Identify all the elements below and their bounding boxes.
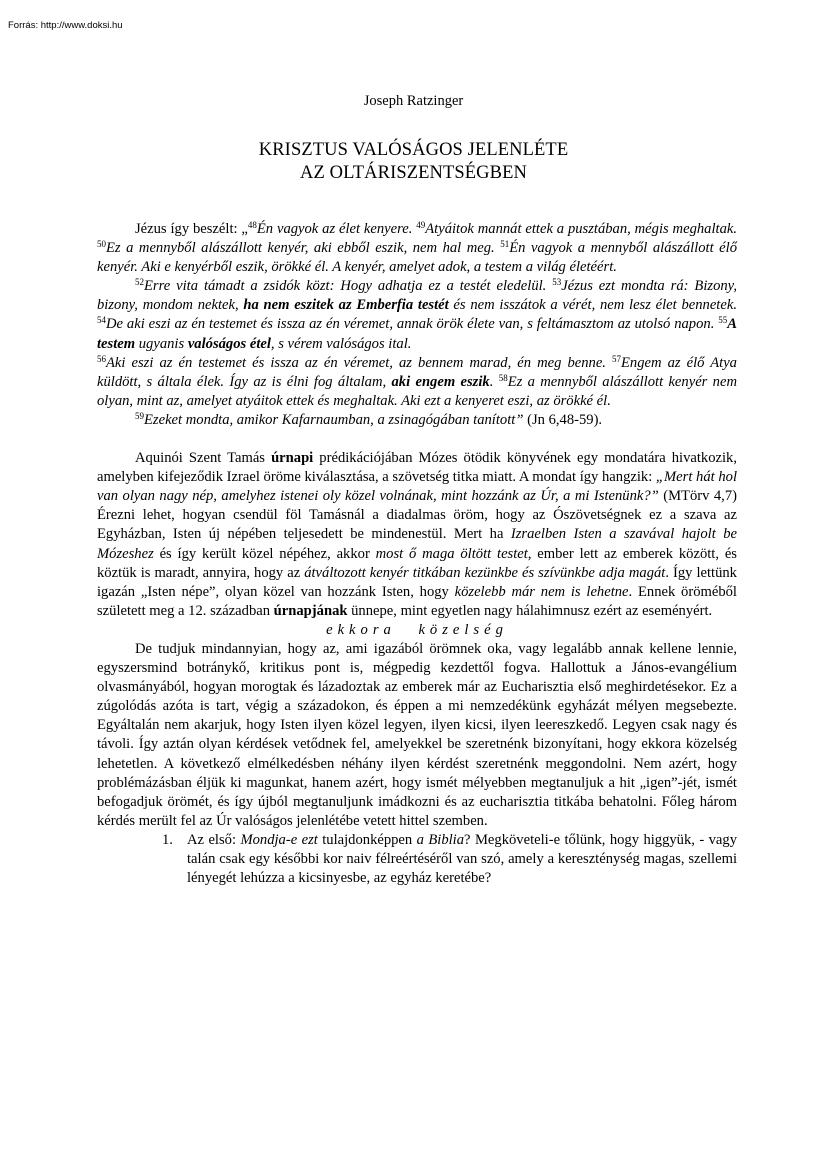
title-line-1: KRISZTUS VALÓSÁGOS JELENLÉTE [258, 140, 569, 160]
verse-text: De aki eszi az én testemet és issza az én véremet, annak örök élete van, s feltámasztom az utolsó napon. [106, 316, 719, 333]
verse-number: 58 [498, 372, 508, 383]
verse-number: 56 [97, 353, 106, 364]
verse-number: 50 [97, 239, 106, 250]
text: . Így lettünk igazán „Isten népe”, olyan közel van hozzánk Isten, hogy [97, 564, 737, 600]
text: tulajdonképpen [317, 831, 417, 848]
page-title [0, 139, 827, 185]
verse-text: és nem isszátok a vérét, nem lesz élet bennetek. [448, 297, 737, 314]
verse-number: 55 [718, 315, 728, 326]
text: (MTörv 4,7) Érezni lehet, hogyan csendül föl Tamásnál a diadalmas öröm, hogy az Ószövetségnek ez a szava az Egyházban, Isten új népében teljesedett be mindenestül. Mert ha [97, 488, 737, 543]
verse-text: ugyanis [135, 335, 188, 352]
author: Joseph Ratzinger [363, 93, 464, 109]
italic-text: „Mert hát hol van olyan nagy nép, amelyhez istenei oly közel volnának, mint hozzánk az Úr, a mi Istenünk?” [97, 469, 737, 505]
verse-number: 54 [97, 315, 106, 326]
verse-text: Én vagyok az élet kenyere. [256, 221, 417, 237]
paragraph-objections: De tudjuk mindannyian, hogy az, ami igazából örömnek oka, vagy legalább annak kellene lennie, egyszersmind botránykő, kritikus pont is, mégpedig kezdettől fogva. Hallottuk a János-evangélium olvasmányából, hogyan morogtak és lázadoztak az emberek már az Eucharisztia első meghirdetésekor. Ez a zúgolódás azóta is tart, végig a századokon, és éppen a mi nemzedékünk egyházát mélyen megsebezte. Egyáltalán nem akarjuk, hogy Isten ilyen közel legyen, ilyen kicsi, ilyen leereszkedő. Legyen csak nagy és távoli. Így aztán olyan kérdések vetődnek fel, amelyekkel be szeretnénk bizonyítani, hogy ekkora közelség lehetetlen. A következő elmélkedésben néhány ilyen kérdést szeretnénk meggondolni. Nem azért, hogy problémázásban éljük ki magunkat, hanem azért, hogy ismét mélyebben megtanuljuk a hit „igen”-jét, ismét befogadjuk örömét, és így újból megtanuljunk imádkozni és az eucharisztia titkába behatolni. Főleg három kérdés merült fel az Úr valóságos jelenlétébe vetett hittel szemben. [97, 640, 737, 829]
verse-text: Atyáitok mannát ettek a pusztában, mégis meghaltak. [425, 221, 737, 237]
verse-text: . [489, 373, 499, 390]
verse-number: 51 [500, 239, 510, 250]
text: Az első: [187, 831, 241, 848]
verse-text: , s vérem valóságos ital. [270, 335, 412, 352]
paragraph-aquinas [97, 449, 737, 621]
document-body [97, 220, 737, 888]
source-note: Forrás: http://www.doksi.hu [8, 20, 123, 31]
verse-text: Erre vita támadt a zsidók közt: Hogy adhatja ez a testét eledelül. [144, 278, 553, 295]
verse-number: 57 [612, 353, 622, 364]
verse-text: Én vagyok a mennyből alászállott élő kenyér. Aki e kenyérből eszik, örökké él. A kenyér, amelyet adok, a testem a világ életéért. [97, 240, 738, 276]
scripture-reference: (Jn 6,48-59). [523, 411, 603, 428]
centered-heading: ekkora közelség [326, 621, 508, 638]
italic-text: most ő maga öltött testet [375, 545, 528, 562]
italic-text: a Biblia [416, 831, 465, 848]
bold-text: úrnapjának [273, 602, 348, 619]
verse-emphasis: ha nem eszitek az Emberfia testét [243, 297, 449, 314]
scripture-quote [97, 220, 737, 277]
paragraph-gap [97, 430, 737, 449]
text: ünnepe, mint egyetlen nagy hálahimnusz ezért az eseményért. [347, 602, 713, 619]
verse-emphasis: A testem [97, 316, 737, 352]
title-line-2: AZ OLTÁRISZENTSÉGBEN [300, 163, 527, 183]
text: és így került közel népéhez, akkor [153, 545, 376, 562]
verse-text: Aki eszi az én testemet és issza az én véremet, az bennem marad, én meg benne. [106, 354, 613, 371]
quote-intro: Jézus így beszélt: „ [135, 221, 248, 237]
list-item [97, 831, 737, 888]
verse-number: 59 [135, 410, 144, 421]
bold-text: úrnapi [271, 450, 314, 467]
text: Aquinói Szent Tamás [135, 450, 272, 467]
list-number: 1. [162, 831, 173, 848]
verse-number: 49 [416, 220, 426, 230]
verse-number: 52 [135, 277, 144, 288]
italic-text: Mondja-e ezt [240, 831, 318, 848]
verse-text: Jézus ezt mondta rá: Bizony, bizony, mondom nektek, [97, 278, 737, 314]
italic-text: közelebb már nem is lehetne [454, 583, 629, 600]
scripture-quote-end [97, 411, 737, 430]
verse-number: 53 [552, 277, 562, 288]
question-list [97, 831, 737, 888]
italic-text: Izraelben Isten a szavával hajolt be Mózeshez [97, 526, 737, 562]
verse-emphasis: valóságos étel [187, 335, 271, 352]
scripture-quote-cont [97, 277, 737, 411]
verse-number: 48 [247, 220, 257, 230]
verse-text: Ezeket mondta, amikor Kafarnaumban, a zsinagógában tanított” [144, 411, 524, 428]
italic-text: átváltozott kenyér titkában kezünkbe és szívünkbe adja magát [304, 564, 666, 581]
text: . Ennek öröméből született meg a 12. században [97, 583, 737, 619]
verse-text: Engem az élő Atya küldött, s általa élek. Így az is élni fog általam, [97, 354, 737, 390]
text: prédikációjában Mózes ötödik könyvének egy mondatára hivatkozik, amelyben kifejeződik Izrael öröme kiválasztása, a szövetség titka miatt. A mondat így hangzik: [97, 450, 737, 486]
text: , ember lett az emberek között, és köztük is maradt, annyira, hogy az [97, 545, 737, 581]
verse-text: Ez a mennyből alászállott kenyér nem olyan, mint az, amelyet atyáitok ettek és meghaltak. Aki ezt a kenyeret eszi, az örökké él. [97, 373, 737, 409]
verse-text: Ez a mennyből alászállott kenyér, aki ebből eszik, nem hal meg. [106, 240, 501, 257]
verse-emphasis: aki engem eszik [391, 373, 490, 390]
text: ? Megköveteli-e tőlünk, hogy higgyük, - vagy talán csak egy későbbi kor naiv félreértéséről van szó, amely a kereszténység magas, szellemi lényegét lehúzza a kicsinyesbe, az egyház keretébe? [187, 831, 737, 887]
